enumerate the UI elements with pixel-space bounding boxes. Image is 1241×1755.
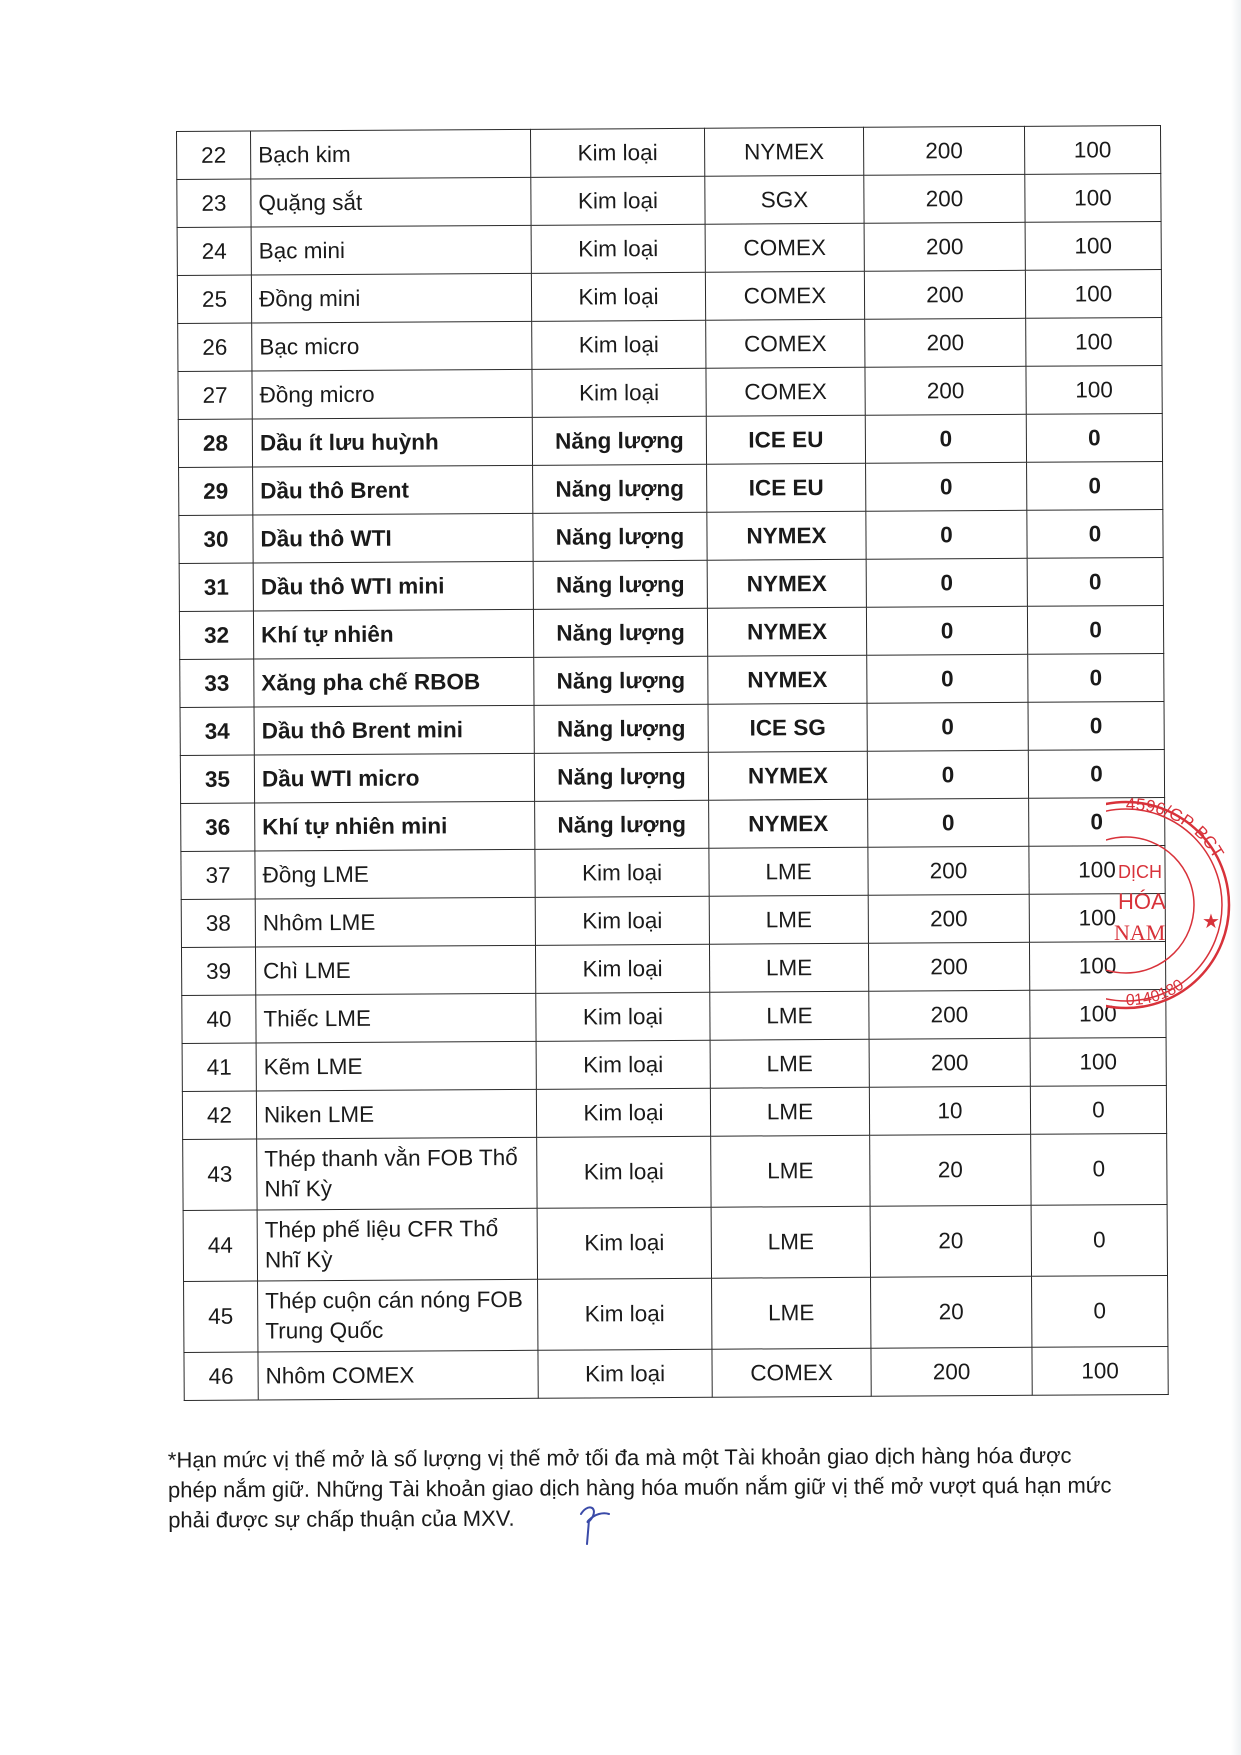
row-number: 44 [183, 1210, 257, 1281]
limit-value-1: 200 [864, 270, 1025, 319]
limit-value-1: 200 [869, 990, 1030, 1039]
commodity-group: Kim loại [530, 128, 704, 177]
table-row [179, 509, 1163, 563]
limit-value-2: 100 [1026, 365, 1162, 414]
exchange-name: LME [712, 1277, 871, 1349]
limit-value-1: 0 [867, 654, 1028, 703]
exchange-name: NYMEX [708, 751, 867, 800]
commodity-group: Kim loại [532, 368, 706, 417]
row-number: 34 [180, 707, 254, 755]
commodity-name: Khí tự nhiên [253, 609, 533, 659]
commodity-group: Năng lượng [534, 656, 708, 705]
exchange-name: COMEX [706, 367, 865, 416]
commodity-name: Thiếc LME [256, 993, 536, 1043]
exchange-name: COMEX [705, 271, 864, 320]
table-row [178, 317, 1162, 371]
table-row [178, 365, 1162, 419]
commodity-name: Bạc micro [252, 321, 532, 371]
commodity-name: Đồng micro [252, 369, 532, 419]
commodity-name: Xăng pha chế RBOB [254, 657, 534, 707]
exchange-name: NYMEX [707, 559, 866, 608]
commodity-name: Khí tự nhiên mini [255, 801, 535, 851]
limit-value-1: 0 [866, 462, 1027, 511]
commodity-limit-table [176, 125, 1169, 1401]
limit-value-2: 100 [1025, 173, 1161, 222]
exchange-name: LME [710, 991, 869, 1040]
signature-mark [575, 1502, 615, 1552]
table-row [180, 749, 1164, 803]
exchange-name: ICE EU [706, 415, 865, 464]
limit-value-2: 0 [1028, 701, 1164, 750]
commodity-group: Kim loại [532, 320, 706, 369]
row-number: 25 [177, 275, 251, 323]
table-row [178, 413, 1162, 467]
commodity-name: Chì LME [255, 945, 535, 995]
commodity-name: Bạc mini [251, 225, 531, 275]
exchange-name: NYMEX [709, 799, 868, 848]
commodity-group: Kim loại [531, 224, 705, 273]
limit-value-1: 200 [868, 894, 1029, 943]
row-number: 39 [181, 947, 255, 995]
limit-value-1: 0 [868, 798, 1029, 847]
exchange-name: SGX [705, 175, 864, 224]
exchange-name: LME [710, 1039, 869, 1088]
commodity-group: Kim loại [537, 1207, 711, 1279]
commodity-name: Thép cuộn cán nóng FOB Trung Quốc [258, 1279, 538, 1352]
table-row [181, 797, 1165, 851]
limit-value-1: 20 [870, 1134, 1031, 1206]
exchange-name: NYMEX [707, 607, 866, 656]
limit-value-2: 100 [1030, 989, 1166, 1038]
stamp-line-3: NAM [1114, 920, 1166, 945]
table-row [179, 557, 1163, 611]
commodity-name: Đồng mini [251, 273, 531, 323]
company-seal-stamp [1106, 760, 1241, 1010]
table-row [177, 125, 1161, 179]
commodity-group: Năng lượng [534, 752, 708, 801]
exchange-name: ICE EU [707, 463, 866, 512]
exchange-name: LME [710, 1087, 869, 1136]
limit-value-2: 100 [1025, 269, 1161, 318]
row-number: 41 [182, 1043, 256, 1091]
limit-value-2: 0 [1031, 1133, 1167, 1205]
limit-value-1: 20 [870, 1205, 1031, 1277]
table-row [180, 653, 1164, 707]
limit-value-1: 200 [864, 174, 1025, 223]
limit-value-2: 0 [1027, 557, 1163, 606]
limit-value-2: 0 [1028, 653, 1164, 702]
limit-value-2: 0 [1031, 1204, 1167, 1276]
limit-value-2: 0 [1029, 797, 1165, 846]
row-number: 31 [179, 563, 253, 611]
table-row [179, 461, 1163, 515]
limit-value-1: 200 [868, 846, 1029, 895]
commodity-group: Kim loại [535, 848, 709, 897]
limit-value-2: 100 [1029, 941, 1165, 990]
commodity-group: Năng lượng [533, 512, 707, 561]
footnote: *Hạn mức vị thế mở là số lượng vị thế mở tối đa mà một Tài khoản giao dịch hàng hóa được phép nắm giữ. Những Tài khoản giao dịch hàng hóa muốn nắm giữ vị thế mở vượt quá hạn mức phải được sự chấp thuận của MXV. [167, 1442, 1112, 1533]
commodity-name: Quặng sắt [251, 177, 531, 227]
exchange-name: NYMEX [708, 655, 867, 704]
commodity-name: Kẽm LME [256, 1041, 536, 1091]
limit-value-2: 0 [1030, 1085, 1166, 1134]
row-number: 45 [184, 1281, 258, 1352]
table-row [184, 1275, 1168, 1352]
limit-value-1: 200 [865, 366, 1026, 415]
stamp-line-2: HÓA [1118, 889, 1166, 914]
row-number: 29 [179, 467, 253, 515]
commodity-name: Dầu thô Brent [253, 465, 533, 515]
commodity-group: Kim loại [538, 1349, 712, 1398]
exchange-name: LME [709, 943, 868, 992]
exchange-name: LME [709, 895, 868, 944]
stamp-line-1: DỊCH [1118, 862, 1162, 882]
limit-value-2: 0 [1032, 1275, 1168, 1347]
row-number: 23 [177, 179, 251, 227]
limit-value-2: 100 [1026, 317, 1162, 366]
table-row [180, 701, 1164, 755]
commodity-name: Niken LME [256, 1089, 536, 1139]
limit-value-1: 0 [867, 702, 1028, 751]
row-number: 40 [182, 995, 256, 1043]
table-row [181, 941, 1165, 995]
commodity-name: Bạch kim [251, 129, 531, 179]
commodity-name: Nhôm LME [255, 897, 535, 947]
table-row [177, 173, 1161, 227]
exchange-name: LME [711, 1206, 870, 1278]
row-number: 30 [179, 515, 253, 563]
limit-value-2: 0 [1027, 461, 1163, 510]
limit-value-1: 200 [868, 942, 1029, 991]
commodity-group: Năng lượng [533, 608, 707, 657]
commodity-group: Năng lượng [534, 704, 708, 753]
commodity-name: Đồng LME [255, 849, 535, 899]
limit-value-2: 100 [1024, 125, 1160, 174]
limit-value-2: 0 [1026, 413, 1162, 462]
exchange-name: NYMEX [707, 511, 866, 560]
row-number: 42 [182, 1091, 256, 1139]
row-number: 33 [180, 659, 254, 707]
table-row [184, 1346, 1168, 1400]
row-number: 22 [177, 131, 251, 179]
exchange-name: COMEX [712, 1348, 871, 1397]
commodity-group: Kim loại [536, 1088, 710, 1137]
commodity-group: Năng lượng [535, 800, 709, 849]
commodity-group: Năng lượng [533, 464, 707, 513]
exchange-name: COMEX [706, 319, 865, 368]
limit-value-1: 0 [866, 606, 1027, 655]
table-row [177, 269, 1161, 323]
commodity-name: Dầu ít lưu huỳnh [252, 417, 532, 467]
table-row [182, 1085, 1166, 1139]
commodity-group: Kim loại [531, 272, 705, 321]
row-number: 35 [180, 755, 254, 803]
row-number: 37 [181, 851, 255, 899]
commodity-group: Năng lượng [533, 560, 707, 609]
limit-value-1: 0 [867, 750, 1028, 799]
commodity-name: Dầu thô WTI mini [253, 561, 533, 611]
limit-value-2: 0 [1028, 749, 1164, 798]
limit-value-1: 20 [871, 1276, 1032, 1348]
exchange-name: LME [709, 847, 868, 896]
commodity-group: Kim loại [536, 1040, 710, 1089]
commodity-name: Nhôm COMEX [258, 1350, 538, 1400]
commodity-name: Thép thanh vằn FOB Thổ Nhĩ Kỳ [257, 1137, 537, 1210]
stamp-arc-text: 4596/GP-BCT [1125, 794, 1228, 862]
row-number: 43 [183, 1139, 257, 1210]
exchange-name: COMEX [705, 223, 864, 272]
exchange-name: LME [711, 1135, 870, 1207]
commodity-group: Kim loại [535, 944, 709, 993]
commodity-group: Kim loại [531, 176, 705, 225]
commodity-name: Dầu thô WTI [253, 513, 533, 563]
limit-value-2: 100 [1030, 1037, 1166, 1086]
commodity-group: Kim loại [535, 896, 709, 945]
limit-value-2: 0 [1027, 605, 1163, 654]
stamp-code: 0140180 [1125, 976, 1187, 1010]
row-number: 36 [181, 803, 255, 851]
row-number: 24 [177, 227, 251, 275]
limit-value-1: 200 [863, 126, 1024, 175]
limit-value-2: 100 [1032, 1346, 1168, 1395]
limit-value-1: 200 [865, 318, 1026, 367]
commodity-group: Kim loại [536, 992, 710, 1041]
stamp-star-icon: ★ [1202, 911, 1220, 933]
commodity-group: Kim loại [538, 1278, 712, 1350]
limit-value-1: 0 [866, 558, 1027, 607]
commodity-name: Dầu WTI micro [254, 753, 534, 803]
table-row [182, 989, 1166, 1043]
table-row [182, 1037, 1166, 1091]
row-number: 32 [179, 611, 253, 659]
commodity-group: Năng lượng [532, 416, 706, 465]
table-row [183, 1204, 1167, 1281]
table-body [177, 125, 1169, 1400]
limit-value-1: 200 [864, 222, 1025, 271]
limit-value-1: 10 [869, 1086, 1030, 1135]
exchange-name: NYMEX [704, 127, 863, 176]
commodity-name: Dầu thô Brent mini [254, 705, 534, 755]
commodity-name: Thép phế liệu CFR Thổ Nhĩ Kỳ [257, 1208, 537, 1281]
limit-value-1: 200 [869, 1038, 1030, 1087]
table-row [183, 1133, 1167, 1210]
row-number: 38 [181, 899, 255, 947]
limit-value-1: 0 [865, 414, 1026, 463]
limit-value-2: 0 [1027, 509, 1163, 558]
table-row [179, 605, 1163, 659]
row-number: 26 [178, 323, 252, 371]
row-number: 46 [184, 1352, 258, 1400]
limit-value-1: 200 [871, 1347, 1032, 1396]
limit-value-1: 0 [866, 510, 1027, 559]
row-number: 27 [178, 371, 252, 419]
scan-edge-shadow [1231, 0, 1241, 1755]
table-row [181, 893, 1165, 947]
limit-value-2: 100 [1029, 845, 1165, 894]
limit-value-2: 100 [1025, 221, 1161, 270]
table-row [181, 845, 1165, 899]
limit-value-2: 100 [1029, 893, 1165, 942]
commodity-group: Kim loại [537, 1136, 711, 1208]
exchange-name: ICE SG [708, 703, 867, 752]
row-number: 28 [178, 419, 252, 467]
table-row [177, 221, 1161, 275]
